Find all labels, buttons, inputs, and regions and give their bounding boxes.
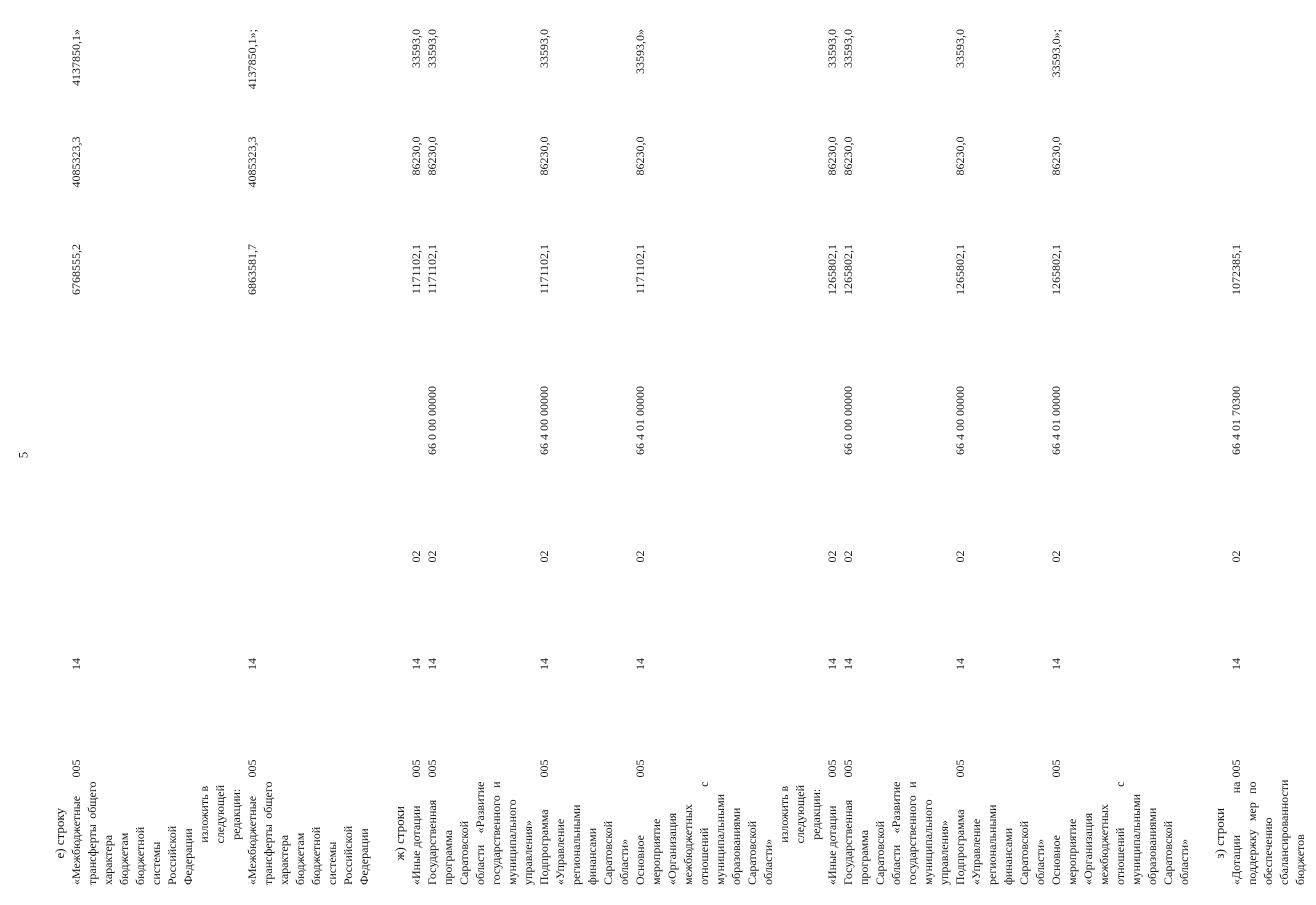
ministry-code: 005	[841, 759, 855, 778]
row-name: «Межбюджетные трансферты общего характера бюджетам бюджетной системы Российской Федерации	[69, 781, 195, 885]
target-article: 66 4 01 00000	[633, 386, 647, 455]
amount-year-3: 33593,0	[425, 29, 439, 68]
amount-year-3	[1228, 27, 1308, 135]
section-gap	[1192, 27, 1200, 887]
target-article: 66 4 00 00000	[537, 386, 551, 455]
target-article: 66 4 01 70300	[1229, 386, 1243, 455]
amount-year-1: 6768555,2	[69, 244, 83, 295]
table-row	[632, 27, 776, 887]
target-article	[68, 350, 196, 458]
section-code: 14	[69, 658, 83, 670]
section-code: 14	[409, 658, 423, 670]
section-heading-row	[380, 27, 408, 887]
section-code: 14	[245, 658, 259, 670]
amount-year-3: 33593,0	[409, 29, 423, 68]
section-code: 14	[953, 658, 967, 670]
table-row	[824, 27, 840, 887]
target-article	[824, 350, 840, 458]
amount-year-2: 4085323,3	[69, 136, 83, 188]
target-article: 66 0 00 00000	[425, 386, 439, 455]
row-name: «Межбюджетные трансферты общего характера бюджетам бюджетной системы Российской Федерации	[245, 781, 371, 885]
amount-year-1: 1171102,1	[425, 244, 439, 295]
amount-year-1: 1265802,1	[841, 244, 855, 295]
section-code: 14	[537, 658, 551, 670]
row-name: Подпрограмма «Управление региональными финансами Саратовской области»	[953, 804, 1047, 885]
amount-year-1: 1072385,1	[1229, 244, 1243, 295]
amount-year-2: 86230,0	[825, 136, 839, 176]
amount-year-1: 1171102,1	[537, 244, 551, 295]
amount-year-1: 1171102,1	[633, 244, 647, 295]
amendments-table-body	[40, 27, 1316, 887]
subsection-code: 02	[825, 550, 839, 563]
section-code: 14	[825, 658, 839, 670]
ministry-code: 005	[1049, 759, 1063, 778]
subsection-code: 02	[633, 550, 647, 563]
row-name: Основное мероприятие «Организация межбюджетных отношений с муниципальными образованиями Саратовской области»	[633, 781, 775, 885]
section-heading-row	[40, 27, 68, 887]
section-code: 14	[1229, 658, 1243, 670]
section-gap	[372, 27, 380, 887]
amount-year-2	[1228, 135, 1308, 243]
section-code: 14	[1049, 658, 1063, 670]
ministry-code: 005	[825, 759, 839, 778]
amount-year-3: 33593,0	[953, 29, 967, 68]
amount-year-2: 86230,0	[409, 136, 423, 176]
target-article	[408, 350, 424, 458]
amount-year-2: 86230,0	[633, 136, 647, 176]
subsection-code	[68, 457, 196, 565]
amount-year-2: 4085323,3	[245, 136, 259, 188]
amendments-table	[40, 27, 1316, 887]
section-heading: ж) строки	[392, 806, 407, 861]
subheading-row	[196, 27, 244, 887]
section-code: 14	[425, 658, 439, 670]
ministry-code: 005	[537, 759, 551, 778]
section-heading-row	[1200, 27, 1228, 887]
row-name: Подпрограмма «Управление региональными финансами Саратовской области»	[537, 804, 631, 885]
ministry-code: 005	[69, 759, 83, 778]
amount-year-2: 86230,0	[1049, 136, 1063, 176]
amount-year-2: 86230,0	[841, 136, 855, 176]
table-row	[244, 27, 372, 887]
subsection-code: 02	[537, 550, 551, 563]
amount-year-1: 1265802,1	[953, 244, 967, 295]
subsection-code: 02	[1229, 550, 1243, 563]
ministry-code: 005	[953, 759, 967, 778]
row-name: «Иные дотации	[825, 805, 839, 885]
subheading-row	[776, 27, 824, 887]
amount-year-3: 33593,0	[841, 29, 855, 68]
subheading: изложить в следующей редакции:	[197, 784, 243, 844]
table-row	[68, 27, 196, 887]
table-row	[1228, 27, 1308, 887]
table-row	[1048, 27, 1192, 887]
target-article	[244, 350, 372, 458]
subheading: изложить в следующей редакции:	[777, 784, 823, 844]
amount-year-3: 33593,0	[537, 29, 551, 68]
section-heading: з) строки	[1212, 807, 1227, 859]
section-heading: е) строку	[52, 807, 67, 859]
row-name: Государственная программа Саратовской области «Развитие государственного и муниципального управления»	[425, 781, 535, 885]
target-article: 66 4 01 00000	[1049, 386, 1063, 455]
amount-year-3: 4137850,1»	[69, 29, 83, 86]
subsection-code: 02	[409, 550, 423, 563]
row-name: Государственная программа Саратовской области «Развитие государственного и муниципального управления»	[841, 781, 951, 885]
section-gap	[1308, 27, 1316, 887]
amount-year-1: 1171102,1	[409, 244, 423, 295]
row-name: Основное мероприятие «Организация межбюджетных отношений с муниципальными образованиями Саратовской области»	[1049, 781, 1191, 885]
amount-year-3: 33593,0»	[633, 29, 647, 74]
ministry-code: 005	[409, 759, 423, 778]
table-row	[424, 27, 536, 887]
amount-year-2: 86230,0	[425, 136, 439, 176]
amount-year-1: 1265802,1	[1049, 244, 1063, 295]
page-number: 5	[15, 451, 31, 459]
amount-year-3: 33593,0»;	[1049, 29, 1063, 78]
table-row	[536, 27, 632, 887]
section-code: 14	[841, 658, 855, 670]
ministry-code: 005	[425, 759, 439, 778]
subsection-code: 02	[953, 550, 967, 563]
amount-year-2: 86230,0	[953, 136, 967, 176]
table-row	[840, 27, 952, 887]
ministry-code: 005	[633, 759, 647, 778]
ministry-code: 005	[245, 759, 259, 778]
budget-amendments-document	[40, 27, 1307, 887]
subsection-code: 02	[425, 550, 439, 563]
amount-year-1: 1265802,1	[825, 244, 839, 295]
amount-year-3: 4137850,1»;	[245, 29, 259, 90]
amount-year-1: 6863581,7	[245, 244, 259, 295]
row-name: «Дотации на поддержку мер по обеспечению сбалансированности бюджетов	[1229, 779, 1307, 885]
table-row	[952, 27, 1048, 887]
amount-year-3: 33593,0	[825, 29, 839, 68]
ministry-code: 005	[1229, 759, 1243, 778]
subsection-code: 02	[1049, 550, 1063, 563]
subsection-code	[244, 457, 372, 565]
section-code: 14	[633, 658, 647, 670]
target-article: 66 0 00 00000	[841, 386, 855, 455]
table-row	[408, 27, 424, 887]
row-name: «Иные дотации	[409, 805, 423, 885]
subsection-code: 02	[841, 550, 855, 563]
target-article: 66 4 00 00000	[953, 386, 967, 455]
amount-year-2: 86230,0	[537, 136, 551, 176]
